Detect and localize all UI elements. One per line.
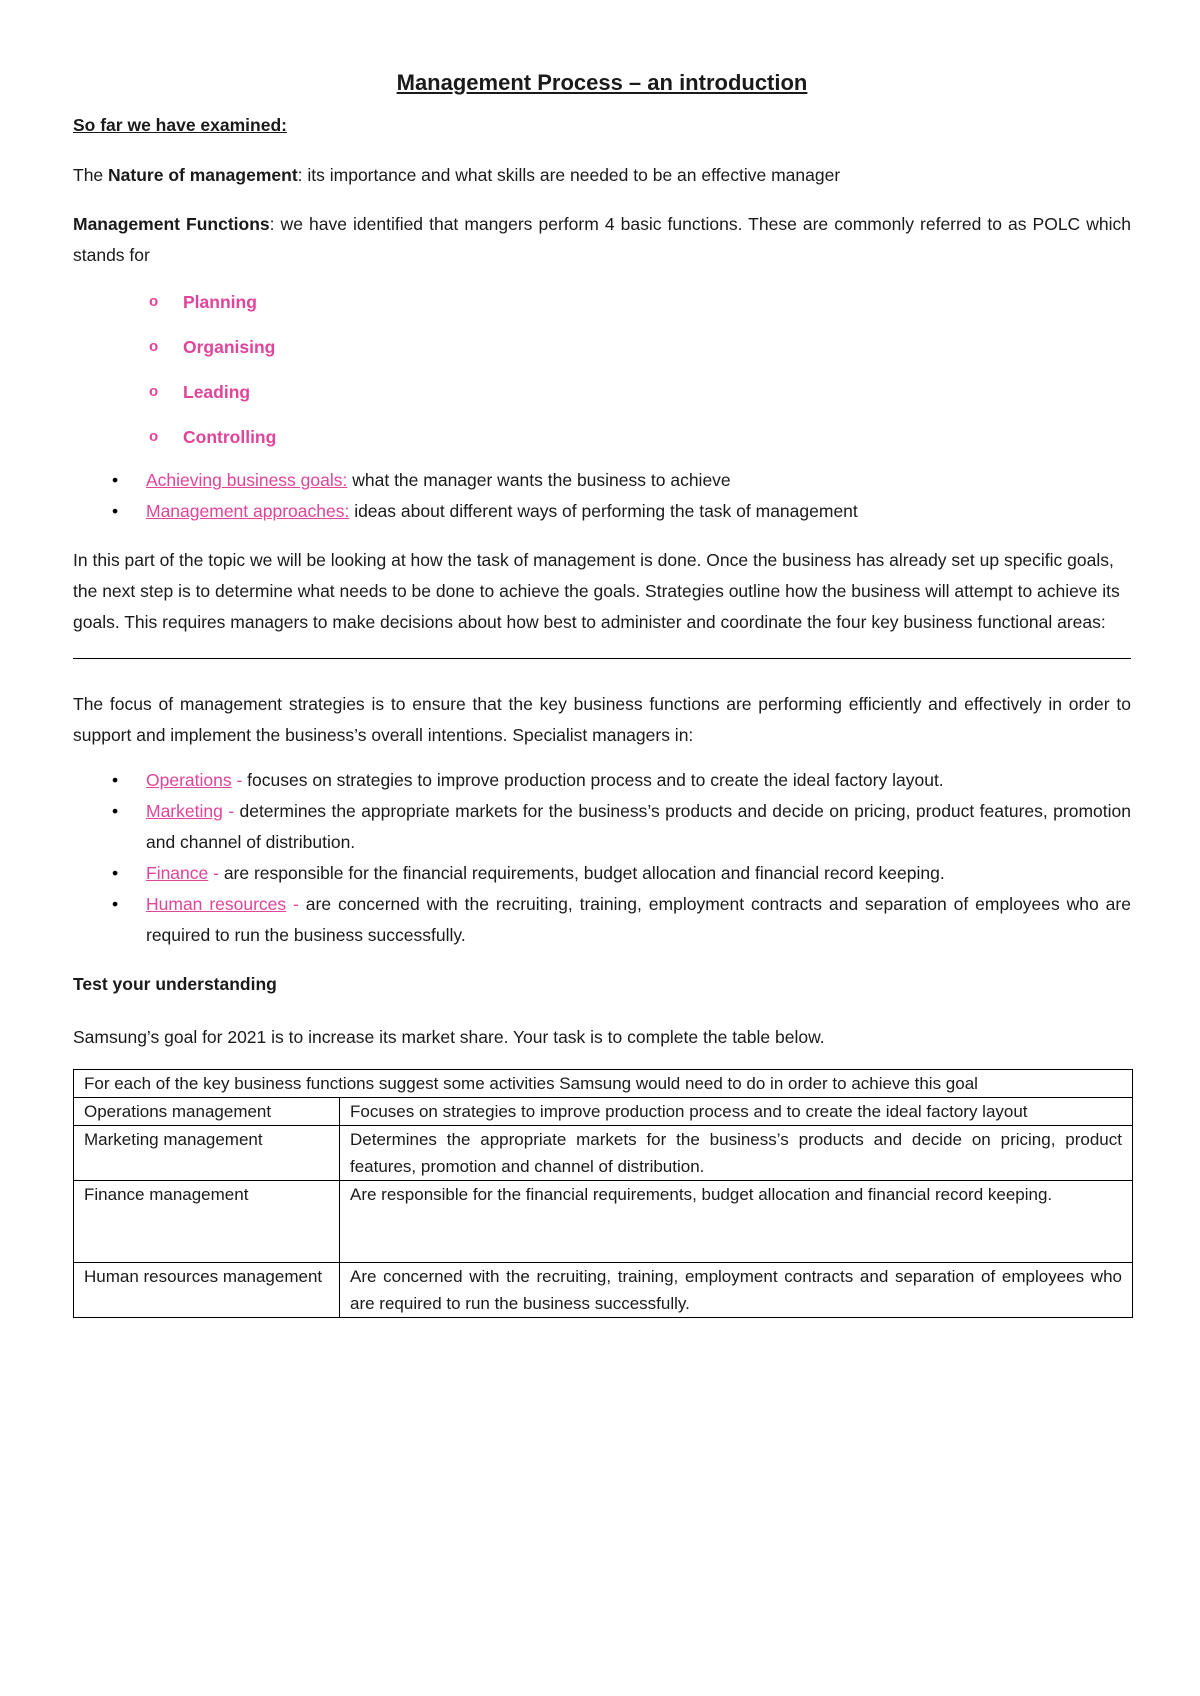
nature-prefix: The <box>73 165 109 185</box>
separator: - <box>231 770 248 790</box>
intro-paragraph: In this part of the topic we will be looking at how the task of management is done. Once the business has already set up specific goals, the next step is to determine what needs to be done to achieve the goals. Strategies outline how the business will attempt to achieve its goals. This requires managers to make decisions about how best to administer and coordinate the four key business functional areas: <box>73 550 1120 632</box>
separator: - <box>222 801 240 821</box>
polc-item <box>149 330 1131 364</box>
table-header-row <box>74 1070 1133 1098</box>
polc-label: Organising <box>183 337 276 357</box>
table-row <box>74 1181 1133 1263</box>
list-item-text: ideas about different ways of performing the task of management <box>349 501 858 521</box>
functions-rest: : we have identified that mangers perform 4 basic functions. These are commonly referred to as POLC which stands for <box>73 214 1131 265</box>
circle-bullet-icon: o <box>149 293 159 310</box>
function-cell: Finance management <box>74 1181 340 1263</box>
human-resources-link[interactable]: Human resources <box>146 894 287 914</box>
list-item <box>112 889 1131 951</box>
list-item-text: are responsible for the financial requirements, budget allocation and financial record keeping. <box>223 863 945 883</box>
activity-cell[interactable]: Determines the appropriate markets for the business’s products and decide on pricing, product features, promotion and channel of distribution. <box>340 1126 1133 1181</box>
functions-paragraph <box>73 209 1131 271</box>
operations-link[interactable]: Operations <box>146 770 232 790</box>
table-header-cell: For each of the key business functions suggest some activities Samsung would need to do in order to achieve this goal <box>74 1070 1133 1098</box>
specialist-bullet-list <box>73 765 1131 951</box>
test-heading: Test your understanding <box>73 974 277 994</box>
function-cell: Human resources management <box>74 1263 340 1318</box>
table-row <box>74 1126 1133 1181</box>
management-approaches-link[interactable]: Management approaches: <box>146 501 350 521</box>
examined-heading: So far we have examined: <box>73 115 287 135</box>
bullet-icon: • <box>112 770 119 790</box>
list-item <box>112 465 1131 496</box>
polc-list <box>73 285 1131 454</box>
activity-cell[interactable]: Are responsible for the financial requirements, budget allocation and financial record keeping. <box>340 1181 1133 1263</box>
focus-paragraph: The focus of management strategies is to ensure that the key business functions are performing efficiently and effectively in order to support and implement the business’s overall intentions. Specialist managers in: <box>73 694 1131 745</box>
page-title: Management Process – an introduction <box>396 70 808 95</box>
functions-bold: Management Functions <box>73 214 270 234</box>
document-page <box>73 66 1131 1318</box>
activity-cell[interactable]: Are concerned with the recruiting, training, employment contracts and separation of employees who are required to run the business successfully. <box>340 1263 1133 1318</box>
separator: - <box>286 894 306 914</box>
circle-bullet-icon: o <box>149 428 159 445</box>
goals-bullet-list <box>73 465 1131 527</box>
table-row <box>74 1263 1133 1318</box>
bullet-icon: • <box>112 863 119 883</box>
function-cell: Marketing management <box>74 1126 340 1181</box>
achieving-goals-link[interactable]: Achieving business goals: <box>146 470 348 490</box>
bullet-icon: • <box>112 894 119 914</box>
list-item <box>112 765 1131 796</box>
bullet-icon: • <box>112 501 119 521</box>
list-item-text: determines the appropriate markets for the business’s products and decide on pricing, product features, promotion and channel of distribution. <box>146 801 1131 852</box>
polc-label: Planning <box>183 292 257 312</box>
circle-bullet-icon: o <box>149 338 159 355</box>
polc-item <box>149 375 1131 409</box>
nature-paragraph <box>73 160 1131 191</box>
list-item-text: focuses on strategies to improve production process and to create the ideal factory layout. <box>247 770 944 790</box>
polc-label: Leading <box>183 382 251 402</box>
divider <box>73 658 1131 659</box>
table-row <box>74 1098 1133 1126</box>
list-item <box>112 496 1131 527</box>
task-table <box>73 1069 1133 1318</box>
list-item <box>112 796 1131 858</box>
separator: - <box>208 863 224 883</box>
polc-item <box>149 285 1131 319</box>
activity-cell[interactable]: Focuses on strategies to improve production process and to create the ideal factory layout <box>340 1098 1133 1126</box>
marketing-link[interactable]: Marketing <box>146 801 223 821</box>
circle-bullet-icon: o <box>149 383 159 400</box>
nature-bold: Nature of management <box>108 165 298 185</box>
polc-label: Controlling <box>183 427 277 447</box>
nature-rest: : its importance and what skills are needed to be an effective manager <box>297 165 841 185</box>
list-item-text: are concerned with the recruiting, training, employment contracts and separation of employees who are required to run the business successfully. <box>146 894 1131 945</box>
bullet-icon: • <box>112 801 119 821</box>
polc-item <box>149 420 1131 454</box>
bullet-icon: • <box>112 470 119 490</box>
finance-link[interactable]: Finance <box>146 863 209 883</box>
function-cell: Operations management <box>74 1098 340 1126</box>
list-item <box>112 858 1131 889</box>
samsung-paragraph: Samsung’s goal for 2021 is to increase its market share. Your task is to complete the table below. <box>73 1027 825 1047</box>
list-item-text: what the manager wants the business to achieve <box>347 470 731 490</box>
